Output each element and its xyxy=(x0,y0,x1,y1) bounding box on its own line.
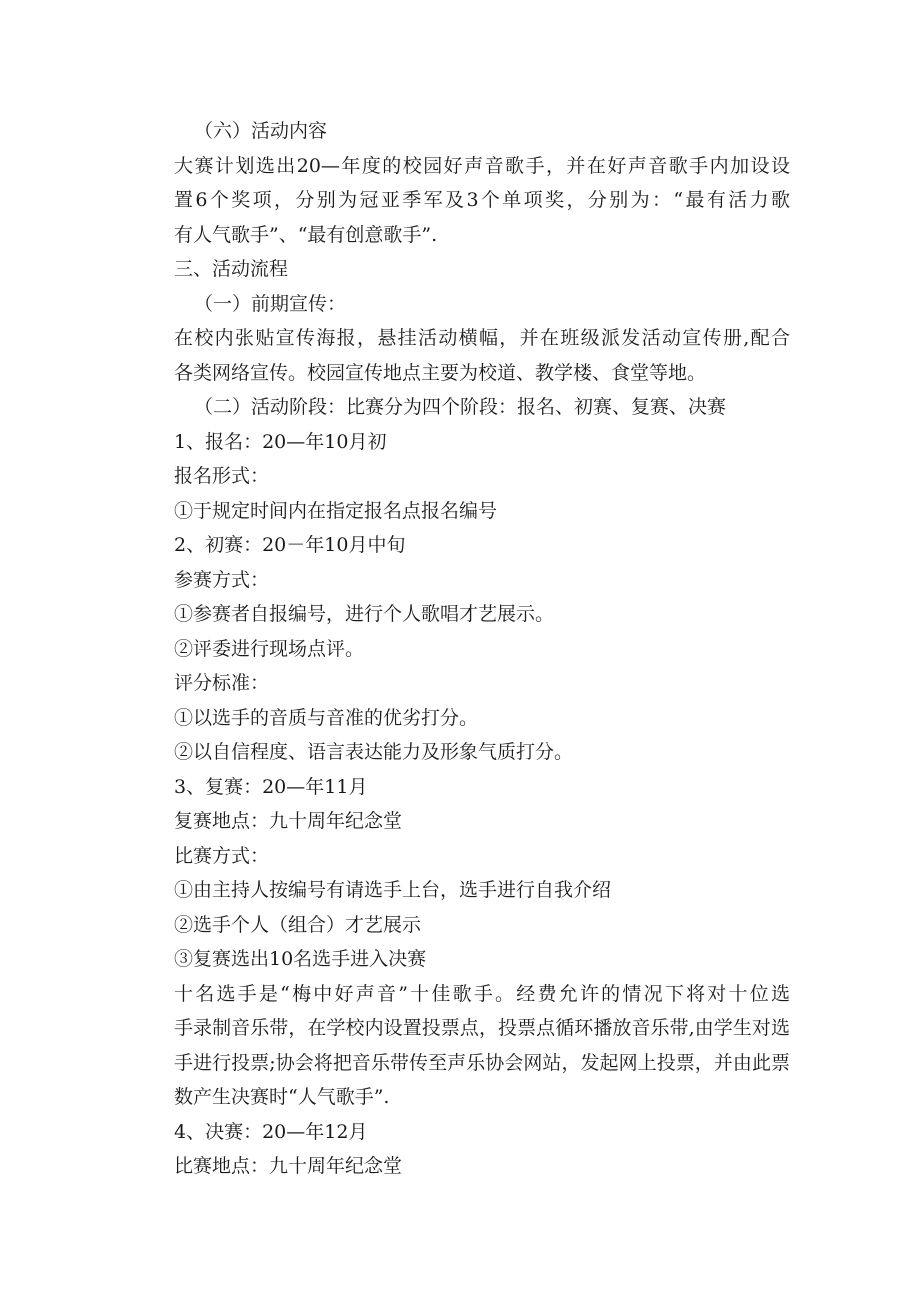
list-label: 比赛方式： xyxy=(174,844,270,867)
stage-heading-preliminary: 2、初赛：20－年10月中旬 xyxy=(174,534,406,556)
list-label: 参赛方式： xyxy=(174,568,270,591)
list-item: ②以自信程度、语言表达能力及形象气质打分。 xyxy=(174,741,574,763)
list-item: ①于规定时间内在指定报名点报名编号 xyxy=(174,499,498,522)
section-heading-activity-content: （六）活动内容 xyxy=(194,120,328,142)
paragraph-line: 有人气歌手”、“最有创意歌手”. xyxy=(174,223,438,246)
list-item: ①参赛者自报编号，进行个人歌唱才艺展示。 xyxy=(174,603,555,625)
list-label: 评分标准： xyxy=(174,672,270,694)
venue-line: 复赛地点：九十周年纪念堂 xyxy=(174,810,403,832)
paragraph-line: 在校内张贴宣传海报，悬挂活动横幅，并在班级派发活动宣传册,配合 xyxy=(174,327,790,349)
list-label: 报名形式： xyxy=(174,465,270,487)
document-body xyxy=(174,114,790,1184)
list-item: ③复赛选出10名选手进入决赛 xyxy=(174,948,427,970)
list-item: ②选手个人（组合）才艺展示 xyxy=(174,913,422,936)
list-item: ②评委进行现场点评。 xyxy=(174,637,365,660)
paragraph-line: 大赛计划选出20—年度的校园好声音歌手，并在好声音歌手内加设设 xyxy=(174,154,790,177)
stage-heading-semifinal: 3、复赛：20—年11月 xyxy=(174,775,368,798)
subsection-heading-stages: （二）活动阶段：比赛分为四个阶段：报名、初赛、复赛、决赛 xyxy=(194,396,727,418)
subsection-heading-promotion: （一）前期宣传： xyxy=(194,292,347,315)
paragraph-line: 置6个奖项，分别为冠亚季军及3个单项奖，分别为：“最有活力歌 xyxy=(174,189,790,211)
paragraph-line: 手录制音乐带，在学校内设置投票点，投票点循环播放音乐带,由学生对选 xyxy=(174,1017,790,1039)
paragraph-line: 数产生决赛时“人气歌手”. xyxy=(174,1086,390,1108)
venue-line: 比赛地点：九十周年纪念堂 xyxy=(174,1155,403,1177)
list-item: ①由主持人按编号有请选手上台，选手进行自我介绍 xyxy=(174,879,612,901)
list-item: ①以选手的音质与音准的优劣打分。 xyxy=(174,706,479,729)
paragraph-line: 十名选手是“梅中好声音”十佳歌手。经费允许的情况下将对十位选 xyxy=(174,982,790,1005)
paragraph-line: 手进行投票;协会将把音乐带传至声乐协会网站，发起网上投票，并由此票 xyxy=(174,1051,790,1074)
paragraph-line: 各类网络宣传。校园宣传地点主要为校道、教学楼、食堂等地。 xyxy=(174,361,707,384)
stage-heading-registration: 1、报名：20—年10月初 xyxy=(174,430,387,453)
section-heading-activity-process: 三、活动流程 xyxy=(174,258,289,280)
stage-heading-final: 4、决赛：20—年12月 xyxy=(174,1120,368,1143)
